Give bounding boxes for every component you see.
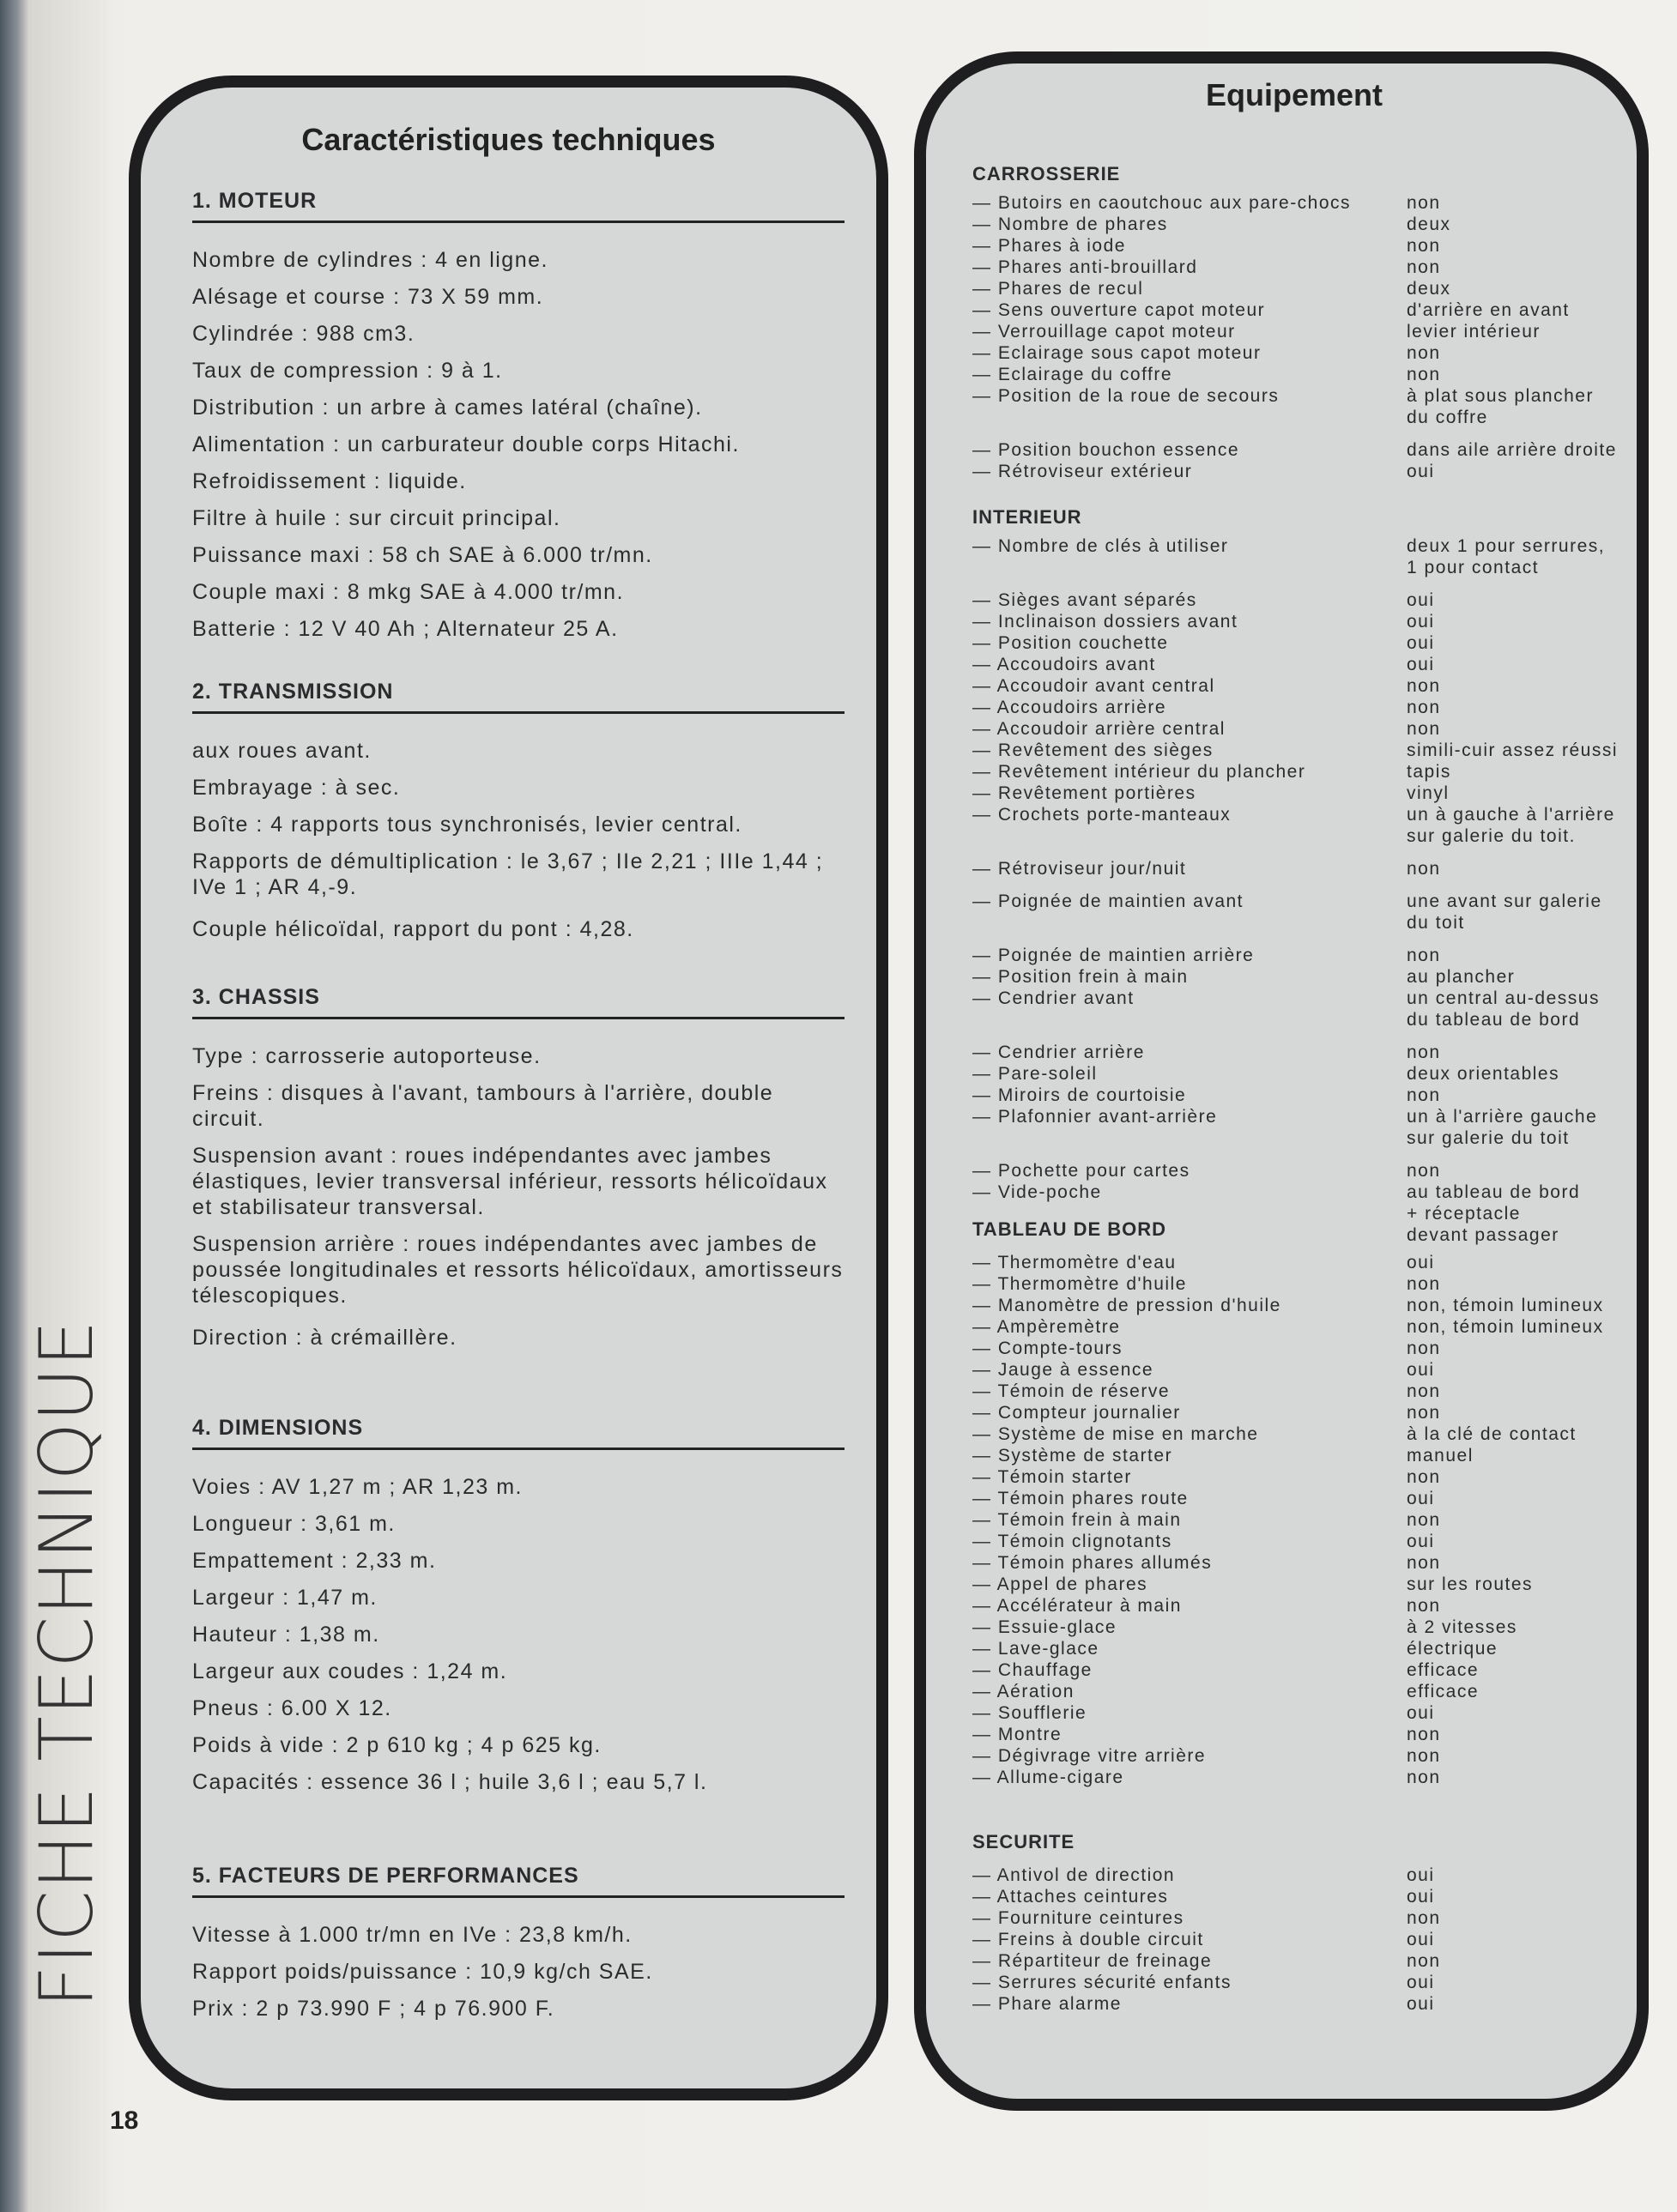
section-dimensions <box>192 1416 845 1801</box>
equipment-value: non <box>1407 236 1441 256</box>
equipment-row <box>972 988 1633 1009</box>
equipment-value: au tableau de bord <box>1407 1182 1581 1202</box>
equipment-value: non <box>1407 1085 1441 1105</box>
section-heading: INTERIEUR <box>972 506 1082 528</box>
section-carrosserie <box>972 163 1633 482</box>
equipment-value: non, témoin lumineux <box>1407 1296 1604 1315</box>
equipment-row <box>972 783 1633 804</box>
equipment-row <box>972 192 1633 214</box>
equipment-item: — Plafonnier avant-arrière <box>972 1107 1218 1127</box>
equipment-value: non <box>1407 193 1441 213</box>
equipment-row <box>972 804 1633 825</box>
equipment-value: non <box>1407 1339 1441 1358</box>
equipment-item: — Accoudoir arrière central <box>972 719 1226 739</box>
equipment-item: — Rétroviseur jour/nuit <box>972 859 1187 879</box>
equipment-value: deux <box>1407 279 1451 299</box>
equipment-item: — Dégivrage vitre arrière <box>972 1746 1207 1766</box>
equipment-value: non, témoin lumineux <box>1407 1317 1604 1337</box>
equipment-value: manuel <box>1407 1446 1474 1466</box>
equipment-value: à plat sous plancher <box>1407 386 1594 406</box>
equipment-value: au plancher <box>1407 967 1516 987</box>
equipment-item <box>972 825 1407 847</box>
equipment-row <box>972 1009 1633 1030</box>
section-chassis <box>192 985 845 1357</box>
equipment-row <box>972 1552 1633 1574</box>
equipment-item: — Lave-glace <box>972 1639 1099 1659</box>
equipment-item: — Chauffage <box>972 1660 1093 1680</box>
equipment-value: une avant sur galerie <box>1407 891 1602 911</box>
equipment-row <box>972 1617 1633 1638</box>
equipment-item: — Jauge à essence <box>972 1360 1154 1380</box>
equipment-row <box>972 1907 1633 1929</box>
spec-line: Batterie : 12 V 40 Ah ; Alternateur 25 A. <box>192 617 619 641</box>
equipment-row <box>972 1638 1633 1659</box>
equipment-value: oui <box>1407 1865 1435 1885</box>
equipment-item: — Répartiteur de freinage <box>972 1951 1213 1971</box>
section-heading: 4. DIMENSIONS <box>192 1416 845 1450</box>
equipment-row <box>972 1338 1633 1359</box>
equipment-item: — Soufflerie <box>972 1703 1087 1723</box>
equipment-row <box>972 321 1633 342</box>
equipment-value: deux 1 pour serrures, <box>1407 536 1606 556</box>
section-heading: SECURITE <box>972 1831 1075 1852</box>
equipment-item: — Essuie-glace <box>972 1617 1117 1637</box>
equipment-item: — Système de mise en marche <box>972 1424 1259 1444</box>
equipment-item: — Eclairage sous capot moteur <box>972 343 1262 363</box>
equipment-value: oui <box>1407 462 1435 481</box>
section-interieur <box>972 506 1633 1246</box>
equipment-row <box>972 1864 1633 1886</box>
equipment-value: oui <box>1407 1253 1435 1272</box>
equipment-row <box>972 1106 1633 1127</box>
equipment-item: — Cendrier avant <box>972 988 1135 1008</box>
equipment-row <box>972 1160 1633 1182</box>
spec-line: Prix : 2 p 73.990 F ; 4 p 76.900 F. <box>192 1997 555 2021</box>
equipment-item: — Phares à iode <box>972 236 1126 256</box>
equipment-value: levier intérieur <box>1407 322 1541 341</box>
equipment-row <box>972 461 1633 482</box>
equipment-row <box>972 1531 1633 1552</box>
equipment-value: oui <box>1407 1360 1435 1380</box>
equipment-value: non <box>1407 1725 1441 1744</box>
equipment-item: — Position couchette <box>972 633 1169 653</box>
equipment-value: non <box>1407 1553 1441 1573</box>
equipment-row <box>972 1085 1633 1106</box>
equipment-row <box>972 1745 1633 1767</box>
equipment-item: — Aération <box>972 1682 1075 1701</box>
equipment-item: — Accoudoir avant central <box>972 676 1215 696</box>
equipment-row <box>972 342 1633 364</box>
equipment-value: non <box>1407 698 1441 717</box>
section-moteur <box>192 189 845 648</box>
equipment-item: — Témoin clignotants <box>972 1532 1172 1551</box>
spec-line: Hauteur : 1,38 m. <box>192 1623 380 1647</box>
equipment-value: non <box>1407 1908 1441 1928</box>
equipment-row <box>972 718 1633 740</box>
equipment-row <box>972 214 1633 235</box>
side-title: FICHE TECHNIQUE <box>24 1319 110 2008</box>
equipment-value: oui <box>1407 1532 1435 1551</box>
spec-line: Poids à vide : 2 p 610 kg ; 4 p 625 kg. <box>192 1733 602 1757</box>
equipment-row <box>972 385 1633 407</box>
equipment-row <box>972 1295 1633 1316</box>
equipment-row <box>972 611 1633 632</box>
equipment-row <box>972 761 1633 783</box>
equipment-value: du tableau de bord <box>1407 1010 1581 1030</box>
page-number: 18 <box>110 2106 139 2135</box>
equipment-row <box>972 589 1633 611</box>
equipment-value: non <box>1407 1768 1441 1787</box>
equipment-item: — Montre <box>972 1725 1063 1744</box>
equipment-item: — Position bouchon essence <box>972 440 1240 460</box>
equipment-row <box>972 1972 1633 1993</box>
equipment-value: non <box>1407 365 1441 384</box>
equipment-item: — Pochette pour cartes <box>972 1161 1190 1181</box>
equipment-item: — Position de la roue de secours <box>972 386 1280 406</box>
equipment-row <box>972 1509 1633 1531</box>
equipment-value: deux orientables <box>1407 1064 1560 1084</box>
equipment-value: sur galerie du toit <box>1407 1128 1570 1148</box>
equipment-value: un central au-dessus <box>1407 988 1600 1008</box>
equipment-value: non <box>1407 946 1441 965</box>
equipment-item: — Appel de phares <box>972 1574 1148 1594</box>
equipment-item: — Attaches ceintures <box>972 1887 1169 1907</box>
spec-line: Alésage et course : 73 X 59 mm. <box>192 285 544 309</box>
equipment-value: oui <box>1407 633 1435 653</box>
equipment-row <box>972 966 1633 988</box>
equipment-item: — Verrouillage capot moteur <box>972 322 1236 341</box>
equipment-row <box>972 235 1633 257</box>
equipment-item: — Ampèremètre <box>972 1317 1121 1337</box>
equipment-row <box>972 278 1633 299</box>
equipment-value: oui <box>1407 1994 1435 2014</box>
equipment-value: oui <box>1407 1887 1435 1907</box>
spec-line: Vitesse à 1.000 tr/mn en IVe : 23,8 km/h. <box>192 1923 633 1947</box>
equipment-item: — Nombre de clés à utiliser <box>972 536 1229 556</box>
equipment-value: non <box>1407 1510 1441 1530</box>
equipment-value: non <box>1407 719 1441 739</box>
equipment-value: oui <box>1407 612 1435 632</box>
equipment-item: — Phares anti-brouillard <box>972 257 1198 277</box>
spec-line: Distribution : un arbre à cames latéral (chaîne). <box>192 396 703 420</box>
equipment-row <box>972 535 1633 557</box>
equipment-value: non <box>1407 1381 1441 1401</box>
spec-line: Refroidissement : liquide. <box>192 469 467 493</box>
equipment-row <box>972 1273 1633 1295</box>
equipment-value: non <box>1407 257 1441 277</box>
equipment-item <box>972 1009 1407 1030</box>
section-transmission <box>192 680 845 948</box>
equipment-row <box>972 1445 1633 1466</box>
equipment-value: non <box>1407 676 1441 696</box>
equipment-value: électrique <box>1407 1639 1498 1659</box>
equipment-row <box>972 257 1633 278</box>
equipment-item <box>972 407 1407 428</box>
equipment-item: — Pare-soleil <box>972 1064 1098 1084</box>
spec-line: Longueur : 3,61 m. <box>192 1512 396 1536</box>
equipment-value: non <box>1407 859 1441 879</box>
equipment-row <box>972 891 1633 912</box>
spec-line: Puissance maxi : 58 ch SAE à 6.000 tr/mn. <box>192 543 653 567</box>
equipment-item: — Compteur journalier <box>972 1403 1181 1423</box>
technical-specs-panel <box>129 76 888 2100</box>
equipment-item <box>972 912 1407 934</box>
section-heading: 2. TRANSMISSION <box>192 680 845 714</box>
equipment-value: non <box>1407 1274 1441 1294</box>
equipment-item <box>972 1127 1407 1149</box>
equipment-value: efficace <box>1407 1682 1479 1701</box>
equipment-value: non <box>1407 1746 1441 1766</box>
spec-line: Cylindrée : 988 cm3. <box>192 322 415 346</box>
equipment-row <box>972 1993 1633 2015</box>
spec-line: aux roues avant. <box>192 739 372 763</box>
equipment-row <box>972 1042 1633 1063</box>
equipment-row <box>972 740 1633 761</box>
spec-line: Empattement : 2,33 m. <box>192 1549 437 1573</box>
equipment-row <box>972 858 1633 879</box>
equipment-value: tapis <box>1407 762 1451 782</box>
equipment-row <box>972 407 1633 428</box>
equipment-item: — Sièges avant séparés <box>972 590 1197 610</box>
equipment-row <box>972 299 1633 321</box>
equipment-item: — Freins à double circuit <box>972 1930 1204 1949</box>
equipment-value: d'arrière en avant <box>1407 300 1570 320</box>
equipment-row <box>972 1886 1633 1907</box>
equipment-item: — Sens ouverture capot moteur <box>972 300 1266 320</box>
equipment-item: — Système de starter <box>972 1446 1173 1466</box>
equipment-value: deux <box>1407 215 1451 234</box>
equipment-item: — Compte-tours <box>972 1339 1123 1358</box>
equipment-item: — Crochets porte-manteaux <box>972 805 1232 825</box>
equipment-value: oui <box>1407 1489 1435 1508</box>
equipment-item: — Phares de recul <box>972 279 1144 299</box>
spec-line: Largeur aux coudes : 1,24 m. <box>192 1659 508 1683</box>
equipment-row <box>972 1402 1633 1423</box>
equipment-item: — Accoudoirs arrière <box>972 698 1167 717</box>
equipment-item: — Butoirs en caoutchouc aux pare-chocs <box>972 193 1352 213</box>
equipment-item: — Témoin frein à main <box>972 1510 1182 1530</box>
equipment-row <box>972 557 1633 578</box>
equipment-value: simili-cuir assez réussi <box>1407 740 1619 760</box>
equipment-value: du coffre <box>1407 408 1488 427</box>
equipment-value: sur les routes <box>1407 1574 1534 1594</box>
equipment-row <box>972 1127 1633 1149</box>
equipment-value: un à l'arrière gauche <box>1407 1107 1598 1127</box>
equipment-item <box>972 557 1407 578</box>
equipment-row <box>972 439 1633 461</box>
equipment-row <box>972 697 1633 718</box>
spec-line: Taux de compression : 9 à 1. <box>192 359 503 383</box>
section-heading: 5. FACTEURS DE PERFORMANCES <box>192 1864 845 1898</box>
equipment-item: — Cendrier arrière <box>972 1043 1145 1062</box>
spec-line: Largeur : 1,47 m. <box>192 1586 378 1610</box>
spec-line: Direction : à crémaillère. <box>192 1326 457 1350</box>
equipment-item: — Miroirs de courtoisie <box>972 1085 1187 1105</box>
equipment-row <box>972 1702 1633 1724</box>
equipment-row <box>972 1724 1633 1745</box>
equipment-value: vinyl <box>1407 783 1450 803</box>
equipment-value: + réceptacle <box>1407 1204 1521 1224</box>
section-heading: CARROSSERIE <box>972 163 1121 184</box>
equipment-value: devant passager <box>1407 1225 1559 1245</box>
equipment-row <box>972 1767 1633 1788</box>
equipment-item: — Fourniture ceintures <box>972 1908 1184 1928</box>
equipment-row <box>972 654 1633 675</box>
equipment-item: — Revêtement portières <box>972 783 1196 803</box>
equipment-value: sur galerie du toit. <box>1407 826 1576 846</box>
equipment-item: — Revêtement des sièges <box>972 740 1214 760</box>
equipment-item: — Poignée de maintien avant <box>972 891 1244 911</box>
equipment-row <box>972 912 1633 934</box>
equipment-item: — Thermomètre d'eau <box>972 1253 1177 1272</box>
equipment-item: — Accoudoirs avant <box>972 655 1156 674</box>
equipment-item: — Thermomètre d'huile <box>972 1274 1187 1294</box>
equipment-item: — Inclinaison dossiers avant <box>972 612 1238 632</box>
equipment-item: — Accélérateur à main <box>972 1596 1182 1616</box>
spec-line: Nombre de cylindres : 4 en ligne. <box>192 248 548 272</box>
equipment-item: — Antivol de direction <box>972 1865 1176 1885</box>
spec-line: Embrayage : à sec. <box>192 776 401 800</box>
equipment-item: — Témoin phares route <box>972 1489 1189 1508</box>
equipment-value: non <box>1407 1043 1441 1062</box>
equipment-row <box>972 1316 1633 1338</box>
equipment-row <box>972 1423 1633 1445</box>
equipment-row <box>972 825 1633 847</box>
equipment-value: oui <box>1407 1703 1435 1723</box>
equipment-item: — Allume-cigare <box>972 1768 1124 1787</box>
equipment-item: — Témoin phares allumés <box>972 1553 1213 1573</box>
equipment-value: non <box>1407 1951 1441 1971</box>
equipment-value: non <box>1407 1403 1441 1423</box>
equipment-row <box>972 632 1633 654</box>
equipment-value: à la clé de contact <box>1407 1424 1577 1444</box>
equipment-item: — Eclairage du coffre <box>972 365 1173 384</box>
equipment-row <box>972 1381 1633 1402</box>
equipment-row <box>972 1488 1633 1509</box>
section-heading: 1. MOTEUR <box>192 189 845 223</box>
spec-line: Voies : AV 1,27 m ; AR 1,23 m. <box>192 1475 523 1499</box>
equipment-row <box>972 1659 1633 1681</box>
section-heading: 3. CHASSIS <box>192 985 845 1019</box>
equipment-value: un à gauche à l'arrière <box>1407 805 1615 825</box>
equipment-row <box>972 1359 1633 1381</box>
equipment-value: 1 pour contact <box>1407 558 1540 577</box>
equipment-row <box>972 675 1633 697</box>
equipment-item: — Témoin de réserve <box>972 1381 1171 1401</box>
spec-line: Boîte : 4 rapports tous synchronisés, levier central. <box>192 813 742 837</box>
equipment-row <box>972 1182 1633 1203</box>
equipment-value: oui <box>1407 655 1435 674</box>
equipment-row <box>972 1466 1633 1488</box>
section-performances <box>192 1864 845 2028</box>
equipment-item: — Poignée de maintien arrière <box>972 946 1255 965</box>
equipment-value: dans aile arrière droite <box>1407 440 1617 460</box>
equipment-value: efficace <box>1407 1660 1479 1680</box>
section-heading: TABLEAU DE BORD <box>972 1218 1167 1240</box>
equipment-value: oui <box>1407 1973 1435 1992</box>
spec-line: Pneus : 6.00 X 12. <box>192 1696 392 1720</box>
equipment-row <box>972 1574 1633 1595</box>
spec-line: Rapport poids/puissance : 10,9 kg/ch SAE. <box>192 1960 653 1984</box>
equipment-row <box>972 1929 1633 1950</box>
equipment-value: non <box>1407 1161 1441 1181</box>
spec-line: Suspension avant : roues indépendantes avec jambes élastiques, levier transversal inférieur, ressorts hélicoïdaux et stabilisateur transversal. <box>192 1144 828 1219</box>
equipment-row <box>972 1950 1633 1972</box>
equipment-item: — Phare alarme <box>972 1994 1122 2014</box>
spec-line: Freins : disques à l'avant, tambours à l'arrière, double circuit. <box>192 1081 774 1131</box>
equipment-row <box>972 945 1633 966</box>
equipment-value: non <box>1407 1596 1441 1616</box>
spec-line: Couple hélicoïdal, rapport du pont : 4,28. <box>192 917 634 941</box>
panel-title: Equipement <box>1205 77 1383 112</box>
equipment-row <box>972 1681 1633 1702</box>
equipment-value: du toit <box>1407 913 1465 933</box>
equipment-value: non <box>1407 1467 1441 1487</box>
section-securite <box>972 1831 1633 2015</box>
spec-line: Filtre à huile : sur circuit principal. <box>192 506 561 530</box>
equipment-row <box>972 1063 1633 1085</box>
equipment-item: — Position frein à main <box>972 967 1189 987</box>
section-tableau-de-bord <box>972 1218 1633 1788</box>
equipment-item: — Vide-poche <box>972 1182 1102 1202</box>
equipment-item: — Témoin starter <box>972 1467 1132 1487</box>
spec-line: Rapports de démultiplication : le 3,67 ; IIe 2,21 ; IIIe 1,44 ; IVe 1 ; AR 4,-9. <box>192 849 824 899</box>
equipment-item: — Rétroviseur extérieur <box>972 462 1193 481</box>
equipment-value: oui <box>1407 590 1435 610</box>
equipment-row <box>972 364 1633 385</box>
equipment-row <box>972 1595 1633 1617</box>
equipment-item: — Manomètre de pression d'huile <box>972 1296 1281 1315</box>
equipment-item: — Nombre de phares <box>972 215 1168 234</box>
spec-line: Suspension arrière : roues indépendantes avec jambes de poussée longitudinales et ressorts hélicoïdaux, amortisseurs télescopiques. <box>192 1232 844 1308</box>
spec-line: Alimentation : un carburateur double corps Hitachi. <box>192 432 740 456</box>
panel-title: Caractéristiques techniques <box>301 122 716 157</box>
equipment-value: à 2 vitesses <box>1407 1617 1517 1637</box>
spec-line: Type : carrosserie autoporteuse. <box>192 1044 542 1068</box>
equipment-row <box>972 1252 1633 1273</box>
equipment-item: — Serrures sécurité enfants <box>972 1973 1232 1992</box>
spec-line: Capacités : essence 36 l ; huile 3,6 l ; eau 5,7 l. <box>192 1770 708 1794</box>
equipment-value: oui <box>1407 1930 1435 1949</box>
equipment-panel <box>914 51 1649 2111</box>
spec-line: Couple maxi : 8 mkg SAE à 4.000 tr/mn. <box>192 580 625 604</box>
equipment-value: non <box>1407 343 1441 363</box>
equipment-item: — Revêtement intérieur du plancher <box>972 762 1306 782</box>
